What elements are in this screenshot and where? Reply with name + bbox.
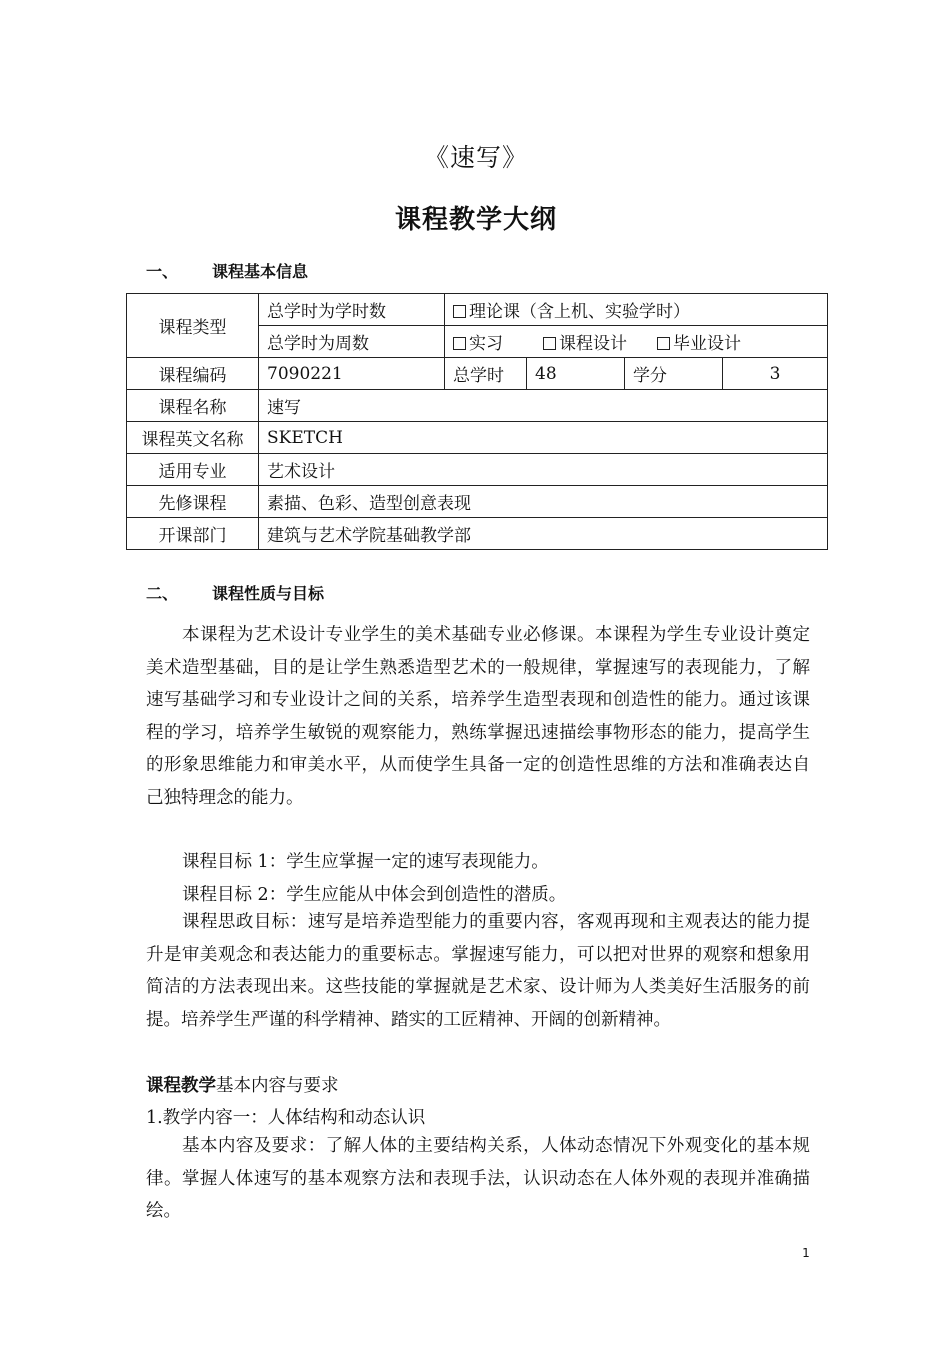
course-design-label: 课程设计: [559, 334, 627, 354]
course-nature-paragraph: 本课程为艺术设计专业学生的美术基础专业必修课。本课程为学生专业设计奠定美术造型基础，目的是让学生熟悉造型艺术的一般规律，掌握速写的表现能力，了解速写基础学习和专业设计之间的关系，培养学生造型表现和创造性的能力。通过该课程的学习，培养学生敏锐的观察能力，熟练掌握迅速描绘事物形态的能力，提高学生的形象思维能力和审美水平，从而使学生具备一定的创造性思维的方法和准确表达自己独特理念的能力。: [146, 625, 810, 808]
table-row: [127, 422, 828, 454]
graduation-design-label: 毕业设计: [673, 334, 741, 354]
course-goal-1: 课程目标 1：学生应掌握一定的速写表现能力。: [182, 852, 549, 872]
major-value: 艺术设计: [259, 454, 828, 486]
table-row: [127, 294, 828, 326]
table-row: [127, 454, 828, 486]
english-name-value: SKETCH: [259, 422, 828, 454]
page-number: 1: [802, 1246, 810, 1260]
content-1-paragraph: 基本内容及要求：了解人体的主要结构关系，人体动态情况下外观变化的基本规律。掌握人体速写的基本观察方法和表现手法，认识动态在人体外观的表现并准确描绘。: [146, 1136, 810, 1222]
course-name-label: 课程名称: [127, 390, 259, 422]
major-label: 适用专业: [127, 454, 259, 486]
total-hours-label: 总学时: [445, 358, 527, 390]
ideology-goal-paragraph: 课程思政目标：速写是培养造型能力的重要内容，客观再现和主观表达的能力提升是审美观念和表达能力的重要标志。掌握速写能力，可以把对世界的观察和想象用简洁的方法表现出来。这些技能的掌握就是艺术家、设计师为人类美好生活服务的前提。培养学生严谨的科学精神、踏实的工匠精神、开阔的创新精神。: [146, 912, 810, 1030]
content-heading: [146, 1072, 339, 1097]
checkbox-icon: [543, 337, 556, 350]
document-title: 《速写》: [423, 143, 528, 172]
theory-course-label: 理论课（含上机、实验学时）: [469, 302, 690, 322]
department-label: 开课部门: [127, 518, 259, 550]
section-heading-2: [146, 581, 324, 604]
table-row: [127, 518, 828, 550]
graduation-design-option: [657, 334, 741, 354]
prerequisite-label: 先修课程: [127, 486, 259, 518]
content-heading-bold: 课程教学: [146, 1076, 216, 1096]
internship-label: 实习: [469, 334, 503, 354]
course-info-table: [126, 293, 828, 550]
theory-course-option: [445, 294, 828, 326]
checkbox-icon: [657, 337, 670, 350]
table-row: [127, 358, 828, 390]
credit-label: 学分: [625, 358, 723, 390]
section-number: 二、: [146, 584, 179, 603]
prerequisite-value: 素描、色彩、造型创意表现: [259, 486, 828, 518]
english-name-label: 课程英文名称: [127, 422, 259, 454]
content-heading-rest: 基本内容与要求: [216, 1076, 339, 1096]
course-code-label: 课程编码: [127, 358, 259, 390]
course-name-value: 速写: [259, 390, 828, 422]
section-title: 课程基本信息: [212, 262, 309, 281]
course-type-label: 课程类型: [127, 294, 259, 358]
total-hours-value: 48: [527, 358, 625, 390]
week-options-cell: [445, 326, 828, 358]
course-code-value: 7090221: [259, 358, 445, 390]
hours-as-weeks-cell: 总学时为周数: [259, 326, 445, 358]
section-title: 课程性质与目标: [212, 584, 325, 603]
course-design-option: [543, 334, 627, 354]
internship-option: [453, 334, 503, 354]
content-1-title: 1.教学内容一：人体结构和动态认识: [146, 1108, 426, 1128]
course-goal-2: 课程目标 2：学生应能从中体会到创造性的潜质。: [182, 885, 567, 905]
hours-as-hours-cell: 总学时为学时数: [259, 294, 445, 326]
table-row: [127, 390, 828, 422]
checkbox-icon: [453, 305, 466, 318]
section-number: 一、: [146, 262, 179, 281]
section-heading-1: [146, 259, 308, 282]
checkbox-icon: [453, 337, 466, 350]
table-row: [127, 486, 828, 518]
department-value: 建筑与艺术学院基础教学部: [259, 518, 828, 550]
credit-value: 3: [723, 358, 828, 390]
document-subtitle: 课程教学大纲: [394, 205, 557, 235]
